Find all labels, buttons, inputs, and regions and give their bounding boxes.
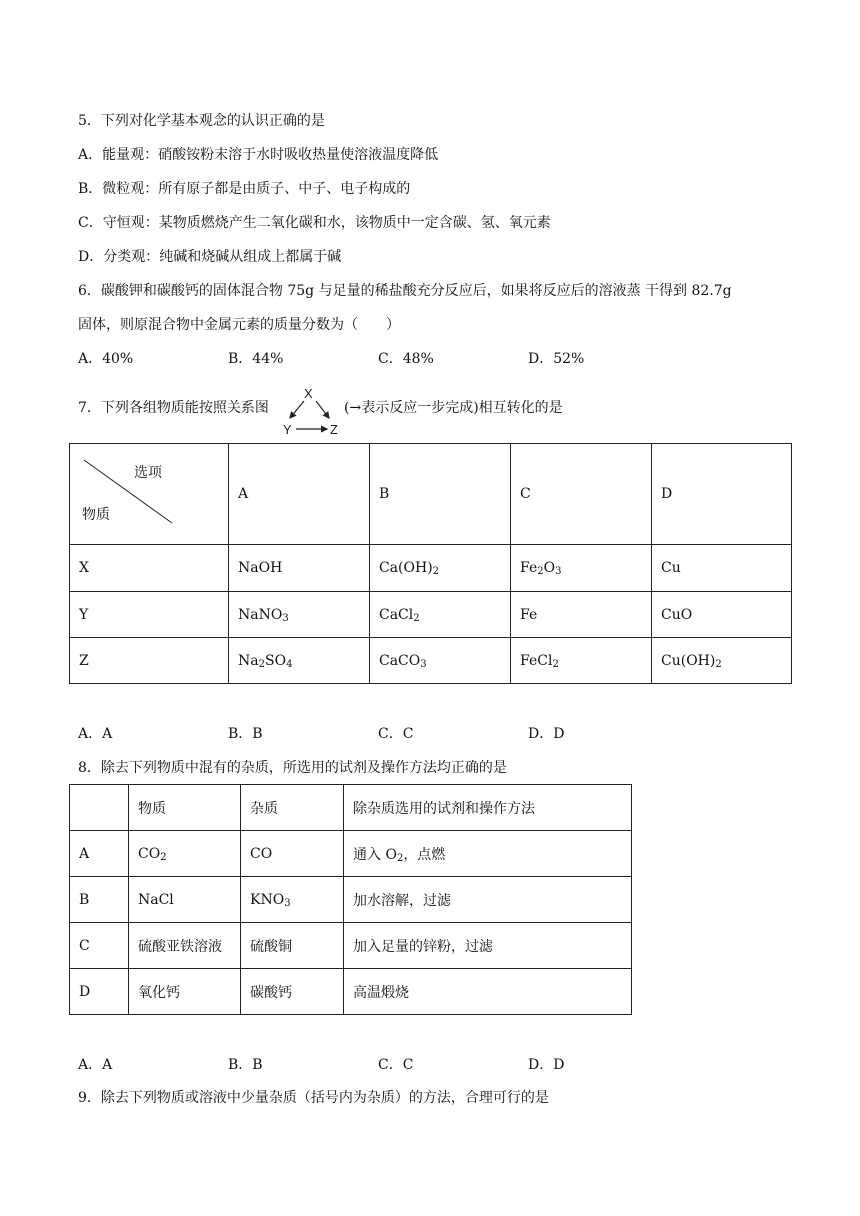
q8-answer-d: D．D	[528, 1057, 565, 1073]
q7-stem-before: 7．下列各组物质能按照关系图	[78, 400, 269, 416]
q8-cell: 碳酸钙	[241, 969, 344, 1015]
q7-col-header: A	[229, 444, 370, 545]
table-row	[70, 969, 632, 1015]
q7-cell: $Ca(OH)_2$	[370, 545, 511, 592]
table-row	[70, 923, 632, 969]
q8-answer-c: C．C	[378, 1057, 414, 1073]
table-row	[70, 877, 632, 923]
diagram-y-label: Y	[283, 422, 292, 437]
table-row	[70, 638, 792, 684]
q5-option-a: A．能量观：硝酸铵粉末溶于水时吸收热量使溶液温度降低	[78, 147, 439, 163]
diagram-x-label: X	[304, 386, 313, 401]
q6-stem-line2: 固体，则原混合物中金属元素的质量分数为（ ）	[78, 317, 400, 333]
q8-cell: 氧化钙	[129, 969, 241, 1015]
q8-header	[70, 785, 129, 831]
q8-table	[69, 784, 632, 1015]
q8-cell: NaCl	[129, 877, 241, 923]
q7-col-header: C	[511, 444, 652, 545]
table-row	[70, 592, 792, 638]
q7-cell: $Na_2SO_4$	[229, 638, 370, 684]
diagonal-line	[70, 444, 229, 545]
q8-cell: 加入足量的锌粉，过滤	[344, 923, 632, 969]
q8-stem: 8．除去下列物质中混有的杂质，所选用的试剂及操作方法均正确的是	[78, 760, 507, 776]
q8-cell: $KNO_3$	[241, 877, 344, 923]
q7-cell: $Cu(OH)_2$	[652, 638, 792, 684]
q5-option-b: B．微粒观：所有原子都是由质子、中子、电子构成的	[78, 181, 411, 197]
q5-option-c: C．守恒观：某物质燃烧产生二氧化碳和水，该物质中一定含碳、氢、氧元素	[78, 215, 551, 231]
q7-header-diagonal-cell	[70, 444, 229, 545]
q8-answer-a: A．A	[78, 1057, 113, 1073]
diagram-z-label: Z	[330, 422, 338, 437]
q8-cell: C	[70, 923, 129, 969]
q8-header: 除杂质选用的试剂和操作方法	[344, 785, 632, 831]
q7-answer-b: B．B	[228, 726, 263, 742]
q8-cell: 硫酸亚铁溶液	[129, 923, 241, 969]
q7-cell: CaCO$_3$	[370, 638, 511, 684]
q9-stem: 9．除去下列物质或溶液中少量杂质（括号内为杂质）的方法，合理可行的是	[78, 1090, 549, 1106]
q7-cell: CuO	[652, 592, 792, 638]
q7-answer-d: D．D	[528, 726, 565, 742]
q6-option-b: B．44%	[228, 351, 284, 367]
q8-header: 物质	[129, 785, 241, 831]
q8-cell: D	[70, 969, 129, 1015]
q6-option-c: C．48%	[378, 351, 434, 367]
q7-stem-after: (→表示反应一步完成)相互转化的是	[344, 400, 563, 416]
q8-cell: A	[70, 831, 129, 877]
q8-answer-b: B．B	[228, 1057, 263, 1073]
q8-cell: 高温煅烧	[344, 969, 632, 1015]
q5-stem: 5．下列对化学基本观念的认识正确的是	[78, 113, 325, 129]
table-row	[70, 545, 792, 592]
q7-row-label: X	[70, 545, 229, 592]
q8-cell: CO	[241, 831, 344, 877]
table-row	[70, 831, 632, 877]
q8-cell: 通入 $O_2$，点燃	[344, 831, 632, 877]
q6-option-d: D．52%	[528, 351, 585, 367]
q8-cell: 加水溶解，过滤	[344, 877, 632, 923]
q7-col-header: B	[370, 444, 511, 545]
q7-row-label: Y	[70, 592, 229, 638]
q5-option-d: D．分类观：纯碱和烧碱从组成上都属于碱	[78, 249, 342, 265]
q7-cell: NaOH	[229, 545, 370, 592]
q7-cell: CaCl$_2$	[370, 592, 511, 638]
q7-table	[69, 443, 792, 684]
q7-cell: NaNO$_3$	[229, 592, 370, 638]
q7-cell: $Fe_2O_3$	[511, 545, 652, 592]
q7-row-label: Z	[70, 638, 229, 684]
q6-option-a: A．40%	[78, 351, 134, 367]
q7-header-options: 选项	[134, 465, 162, 481]
q7-answer-a: A．A	[78, 726, 113, 742]
q7-cell: FeCl$_2$	[511, 638, 652, 684]
q8-header: 杂质	[241, 785, 344, 831]
q6-stem-line1: 6．碳酸钾和碳酸钙的固体混合物 75g 与足量的稀盐酸充分反应后，如果将反应后的溶液蒸 干得到 82.7g	[78, 283, 732, 299]
q8-cell: 硫酸铜	[241, 923, 344, 969]
table-row	[70, 785, 632, 831]
q7-relation-diagram	[280, 384, 344, 438]
q7-cell: Fe	[511, 592, 652, 638]
q7-header-substance: 物质	[82, 507, 110, 523]
q7-col-header: D	[652, 444, 792, 545]
q7-answer-c: C．C	[378, 726, 414, 742]
q7-cell: Cu	[652, 545, 792, 592]
q8-cell: $CO_2$	[129, 831, 241, 877]
q8-cell: B	[70, 877, 129, 923]
